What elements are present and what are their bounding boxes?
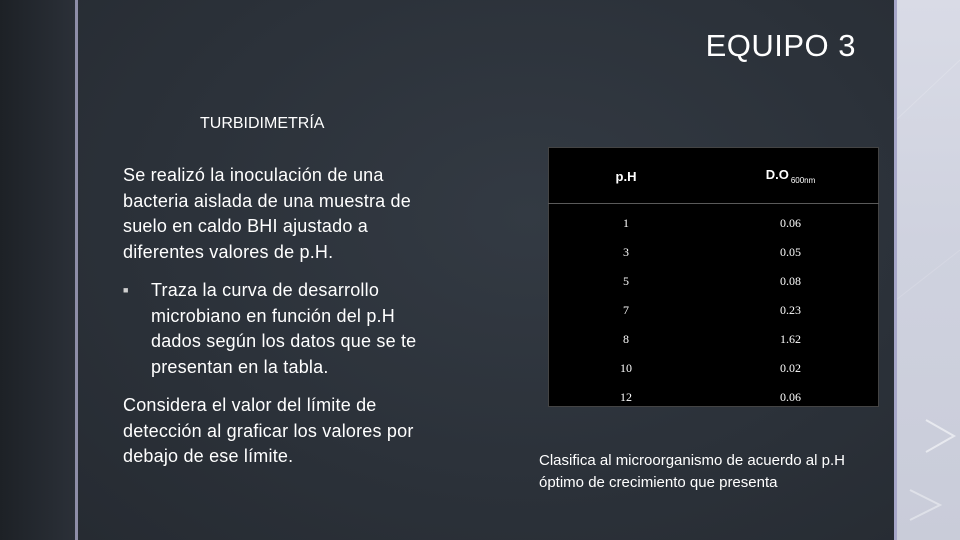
cell-ph: 3: [623, 245, 629, 259]
cell-ph: 1: [623, 216, 629, 230]
header-ph: p.H: [615, 168, 637, 184]
instructions-block: [123, 163, 423, 483]
table-row: [549, 233, 878, 262]
header-do-subscript: 600nm: [790, 175, 816, 185]
table-row: [549, 291, 878, 320]
table-header-divider: [548, 203, 879, 204]
bullet-item: [123, 278, 423, 380]
table-row: [549, 320, 878, 349]
slide-title: EQUIPO 3: [705, 28, 856, 63]
ph-do-table: [548, 147, 879, 407]
left-dark-strip: [0, 0, 76, 540]
cell-do: 0.02: [780, 361, 801, 375]
table-row: [549, 349, 878, 378]
cell-do: 0.06: [780, 216, 801, 230]
right-accent-rule: [894, 0, 897, 540]
header-do: D.O $_{600nm}$: [765, 167, 816, 185]
right-chevron-decoration: [896, 0, 960, 540]
square-bullet-icon: ■: [123, 285, 129, 295]
cell-ph: 8: [623, 332, 629, 346]
detection-limit-paragraph: Considera el valor del límite de detección al graficar los valores por debajo de ese límite.: [123, 395, 414, 466]
table-row: [549, 204, 878, 233]
table-row: [549, 378, 878, 407]
cell-ph: 10: [620, 361, 632, 375]
table-row: [549, 262, 878, 291]
table-header-row: [549, 148, 878, 204]
bullet-text: Traza la curva de desarrollo microbiano en función del p.H dados según los datos que se te presentan en la tabla.: [151, 280, 417, 377]
cell-ph: 7: [623, 303, 629, 317]
cell-ph: 12: [620, 390, 632, 404]
classification-note: Clasifica al microorganismo de acuerdo al p.H óptimo de crecimiento que presenta: [539, 452, 845, 491]
cell-ph: 5: [623, 274, 629, 288]
cell-do: 1.62: [780, 332, 801, 346]
cell-do: 0.23: [780, 303, 801, 317]
cell-do: 0.06: [780, 390, 801, 404]
cell-do: 0.05: [780, 245, 801, 259]
cell-do: 0.08: [780, 274, 801, 288]
slide-subtitle: TURBIDIMETRÍA: [200, 115, 325, 132]
intro-paragraph: Se realizó la inoculación de una bacteria aislada de una muestra de suelo en caldo BHI ajustado a diferentes valores de p.H.: [123, 165, 411, 262]
